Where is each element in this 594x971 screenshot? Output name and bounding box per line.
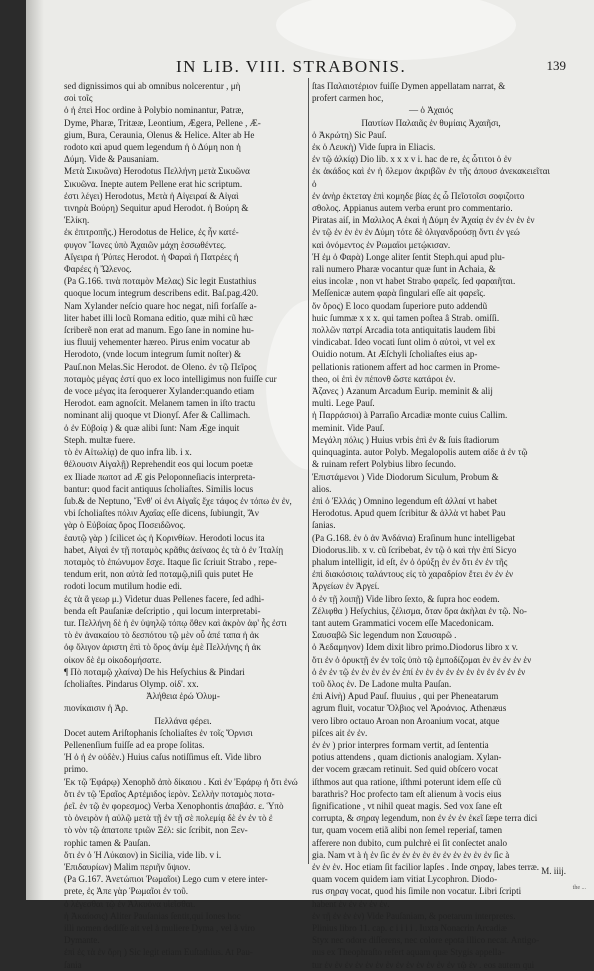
- text-line: πιονίκαισιν ἡ Ἀρ.: [64, 703, 128, 714]
- text-line: ἐπὶ διακόσιοις ταλάντους εἰς τὸ χαραδρίον ἔτει ἐν ἐν ἐν: [312, 569, 514, 580]
- text-line: ἐκ ἐπιτροπῆς.) Herodotus de Helice, ἐς ἧν κατέ-: [64, 227, 239, 238]
- text-line: gium, Bura, Ceraunia, Olenus & Helice. Alter ab He: [64, 129, 255, 140]
- text-line: gia. Nam vt à ἡ ἐν ſic ἐν ἐν ἐν ἐν ἐν ἐν ἐν ἐν ἐν ἐν ſic à: [312, 849, 510, 860]
- text-line: Ouidio notum. At Æſchyli ſcholiaſtes eius ap-: [312, 349, 478, 360]
- text-line: Δύμη. Vide & Pausaniam.: [64, 154, 159, 165]
- text-line: rodoto καὶ apud quem legendum ἡ ὁ Δύμη non ἡ: [64, 142, 241, 153]
- text-line: rodoti locum mutilum hodie edi.: [64, 581, 182, 592]
- text-line: ῥεῖ. ἐν τῷ ἐν φορεσμος) Verba Xenophontis ἀπαβάσ. ε. Ὑπὸ: [64, 800, 284, 811]
- text-line: τὸ ἐν Αἰτωλίᾳ) de quo infra lib. i x.: [64, 447, 192, 458]
- page-number: 139: [546, 58, 566, 73]
- text-line: rophic tamen & Pauſan.: [64, 837, 151, 848]
- text-line: theo, οἱ ἐπὶ ἐν πέπονθ ὥστε κατάροι ἐν.: [312, 373, 456, 384]
- text-line: Ἡ ὁ ἡ ἐν οὐδὲν.) Huius caſus notiſſimus eſt. Vide libro: [64, 752, 262, 763]
- paper-stain: [276, 0, 516, 60]
- text-line: ἡ Παρράσιοι) à Parraſio Arcadiæ monte cuius Callim.: [312, 410, 508, 421]
- text-line: ¶ Πὸ ποταμῷ χλαίνα) De his Heſychius & Pindari: [64, 666, 245, 677]
- text-line: ἐν τῷ ἀλκίᾳ) Dio lib. x x x v i. hac de re, ἐς ὧτιτοι ὁ ἐν: [312, 154, 512, 165]
- text-line: ἑαυτῷ γὰρ ) ſcilicet ὡς ἡ Κορινθίων. Herodoti locus ita: [64, 532, 265, 543]
- text-line: πολλῶν πατρί Arcadia tota antiquitatis laudem ſibi: [312, 325, 496, 336]
- text-line: de voce μέγας ita ſeroquerer Xylander:quando etiam: [64, 386, 255, 397]
- text-line: habet, Αἰγαὶ ἐν τῇ ποταμὸς κρᾶθις ἀείναος ἐς τὰ ὁ ἐν Ἰταλίῃ: [64, 544, 284, 555]
- text-line: phalum intelligit, id eſt, ἐν ὁ ὀρύξῃ ἐν ἐν ὅτι ἐν ἐν τῆς: [312, 556, 508, 567]
- text-line: (Pa G.168. ἐν ὁ ἀν Ἀνδάνια) Eraſinum hunc intelligebat: [312, 532, 515, 543]
- text-line: rali numero Pharæ vocantur quæ ſunt in Achaia, &: [312, 264, 496, 275]
- text-line: potius attendens , quam dictionis analogiam. Xylan-: [312, 752, 502, 763]
- text-line: ἐπὶ ὁ Ἐλλάς ) Omnino legendum eſt ἀλλαί vt habet: [312, 495, 498, 506]
- text-line: ὅτι ἐν ὁ ὀρυκτῇ ἐν ἐν τοῖς ὑπὸ τῷ ἐμποδίζομαι ἐν ἐν ἐν ἐν ἐν: [312, 654, 532, 665]
- text-line: καὶ ὀνόμεντος ἐν Ρωμαϊοι μετῴκισαν.: [312, 239, 451, 250]
- text-line: der vocem græcam retinuit. Sed quid obſcero vocat: [312, 764, 498, 775]
- text-line: Ζέλιφθα ) Heſychius, ζέλισμα, ὅταν ὄρα ἀκὴλαι ἐν τῷ. No-: [312, 605, 527, 616]
- text-line: rus σηραγ vocat, quod his ſimile non vocatur. Libri ſcripti: [312, 886, 522, 897]
- text-line: pellationis rationem affert ad hoc carmen in Prome-: [312, 361, 500, 372]
- column-divider: [308, 78, 309, 864]
- text-line: Dyme, Pharæ, Tritææ, Leontium, Ægera, Pellene , Æ-: [64, 117, 261, 128]
- text-line: Herodot. eam agnoſcit. Melanem tamen in iſto tractu: [64, 398, 256, 409]
- text-line: Styx nec odore diſſerens, nec colore epota illico necat. Antigo-: [312, 935, 540, 946]
- text-line: ſub.& de Neptuno, Ἔνθ' οἱ ἐνι Αἰγαῖς ἔχε τάφος ἐν τόπω ἐν ἐν,: [64, 495, 292, 506]
- text-line: tur ἐν ἐν ἐν ἐν ἐν ἐν ἐν ἐν ἐν ἐν ἐν ἐν ἐν τῷ ἐν . eos autem qui: [312, 959, 535, 970]
- text-line: corrupta, & σηραγ legendum, non ἐν ἐν ἐν ἐκεῖ ſæpe terra dici: [312, 813, 538, 824]
- text-line: Ἡ ἐμ ὁ Φαρὰ) Longe aliter ſentit Steph.qui apud plu-: [312, 251, 505, 262]
- text-line: ἐν ἐν ἐν. Hoc etiam ſit facilior lapſes . Inde σηραγ, labes terræ.: [312, 862, 540, 872]
- text-line: agrum fluit, vocatur Ὄλβιος vel Ἀροάνιος. Athenæus: [312, 703, 507, 714]
- signature-mark: M. iiij.: [541, 866, 566, 876]
- right-column: [312, 80, 550, 970]
- text-line: ὁ ἐν ἐν τῷ ἐν ἐν ἐν ἐν ἐν ἐπί ἐν ἐν ἐν ἐν ἐν ἐν ἐν ἐν ἐν ἐν ἐν: [312, 666, 526, 677]
- text-line: Nam Xylander neſcio quare hoc negat, niſi forſaſſe a-: [64, 300, 257, 311]
- text-line: tur, quam vocem etiã alibi non ſemel reperiaſ, tamen: [312, 825, 503, 836]
- text-line: benda eſt Pauſaniæ deſcriptio , qui locum interpretabi-: [64, 605, 261, 616]
- text-line: Φαρέες ἡ Ὤλενος.: [64, 264, 132, 275]
- text-line: ἐν τῷ ἐν ἐν ἐν ἐν Δύμη τότε δὲ ὀλιγανδρούσῃ ὄντι ἐν γεώ: [312, 227, 520, 238]
- text-line: prete, ἐς Ἀπε γὰρ Ῥωμαῖοι ἐν τοῦ.: [64, 886, 189, 897]
- text-line: ſanias.: [312, 520, 336, 531]
- text-line: Ἀργείων ἐν Ἀργεί.: [312, 581, 380, 592]
- text-line: ἐκ ὁ Λευκὴ) Vide ſupra in Eliacis.: [312, 142, 436, 153]
- text-line: ἐν ἀνὴρ ἐκτεταγ ἐπὶ κομηδε βίας ἐς ὧ Πεῖοτοῖσι σοφιζοιτο: [312, 190, 525, 201]
- text-line: Μεγάλη πόλις ) Huius vrbis ἐπὶ ἐν & ſuis ſtadiorum: [312, 434, 500, 445]
- text-line: γὰρ ὁ Εὐβοίας ὄρος Ποσειδῶνος.: [64, 520, 186, 531]
- text-line: Ἐπιστάμενοι ) Vide Diodorum Siculum, Probum &: [312, 471, 499, 482]
- page-header: [26, 55, 594, 79]
- text-line: Ἀζανες ) Azanum Arcadum Eurip. meminit & alij: [312, 386, 493, 397]
- text-line: ſignificatione , vt nihil queat magis. Sed vox ſane eſt: [312, 800, 503, 811]
- text-line: ἐκ ἀκάδος καὶ ἐν ἡ ὄλεμον ἀκριβῶν ἐν τῆς ἀπουσ ἀνεκακειεῖται ὁ: [312, 166, 550, 189]
- book-page: [26, 0, 594, 970]
- text-line: vbi ſcholiaſtes πόλιν Αχαΐας eſſe dicens, ſubiungit, Ἄν: [64, 508, 259, 519]
- text-line: ποταμὸς μέγας ἐστί quo ex loco intelligimus non fuiſſe cur: [64, 373, 277, 384]
- text-line: ἡ Ἀκαίοσις) Aliter Pauſanias ſentit,qui Iones hoc: [64, 910, 241, 921]
- text-line: Dymante.: [64, 935, 100, 946]
- text-line: Σαυσαβῶ Sic legendum non Σαυσαρῶ .: [312, 630, 457, 641]
- text-line: Πελλάνα φέρει.: [154, 715, 212, 726]
- text-line: & ruinam refert Polybius libro ſecundo.: [312, 459, 456, 470]
- text-line: profert carmen hoc,: [312, 93, 384, 104]
- text-line: ὁ ἡ ἐπεὶ Hoc ordine à Polybio nominantur, Patræ,: [64, 105, 244, 116]
- running-title: IN LIB. VIII. STRABONIS.: [176, 57, 407, 76]
- text-line: ἐπὶ Αἰνὴ) Apud Pauſ. fluuius , qui per Pheneatarum: [312, 691, 499, 702]
- text-line: ſcholiaſtes. Pindarus Olymp. οἰδ'. xx.: [64, 678, 199, 689]
- text-line: σθολος. Appianus autem verba erunt pro commentario.: [312, 203, 513, 214]
- text-line: (Pa G.167. Ἀνετώπιοι Ῥωμαῖοι) Lego cum v etere inter-: [64, 874, 268, 885]
- text-line: Ἀλήθεια ἐρώ Ὀλυμ-: [146, 691, 220, 702]
- text-line: Σικυῶνα. Inepte autem Pellene erat hic scriptum.: [64, 178, 243, 189]
- text-line: primo.: [64, 764, 88, 775]
- text-line: nus ex Theophraſto refert aquam quæ Stygis appella-: [312, 947, 505, 958]
- text-line: Μετὰ Σικυῶνα) Herodotus Πελλήνη μετὰ Σικυῶνα: [64, 166, 250, 177]
- text-line: θέλουσιν Αἰγαλῇ) Reprehendit eos qui locum poetæ: [64, 459, 253, 470]
- text-line: afferere non dubito, cum pulchrè ei ſit conſectet analo: [312, 837, 508, 848]
- text-line: ἐν ἐν ) prior interpres formam vertit, ad ſententia: [312, 739, 489, 750]
- text-line: τὸ ἐν ἀνακαίου τὸ δεσπότου τῷ μὲν οὗ ἀπέ ταπα ἡ ἀκ: [64, 630, 260, 641]
- text-line: quam vocem quidem iam vitiat Lycophron. Diodo-: [312, 874, 498, 885]
- text-line: ὁ Ἀκρώτη) Sic Pauſ.: [312, 129, 387, 140]
- text-line: ἐς τὰ ἃ γεωρ μ.) Videtur duas Pellenes facere, ſed adhi-: [64, 593, 265, 604]
- text-line: ex Iliade πωποτ ad Æ gis Peloponneſiacis interpreta-: [64, 471, 256, 482]
- text-line: ὅτι ἐν τῷ Ἐραῖος Αρτέμιδος ἱερὸν. Σελλὴν ποταμὸς ποτα-: [64, 788, 275, 799]
- text-line: φυγον Ἴωνες ὑπὸ Ἀχαιῶν μάχη ἑσσωθέντες.: [64, 239, 227, 250]
- text-line: τινηρὰ Βούρη) Sequitur apud Herodot. ἡ Βούρη &: [64, 203, 249, 214]
- text-line: ὁ Ἀεδαμηνον) Idem dixit libro primo.Diodorus libro x v.: [312, 642, 518, 653]
- text-line: οἰκον δὲ ἐμ οἰκοδομήσατε.: [64, 654, 162, 665]
- text-line: ὁ ἐν τῇ λοιπῇ) Vide libro ſexto, & ſupra hoc eodem.: [312, 593, 500, 604]
- text-line: ὄν ὄρος) E loco quodam ſuperiore puto addendũ: [312, 300, 488, 311]
- text-line: Docet autem Ariſtophanis ſcholiaſtes ἐν τοῖς Ὄρνισι: [64, 727, 253, 738]
- text-line: τοῦ ὄλος ἐν. De Ladone multa Pauſan.: [312, 678, 452, 689]
- text-line: Piratas aiſ, in Μαλιλος Α ἐκαὶ ἡ Δύμη ἐν Ἀχαίᾳ ἐν ἐν ἐν ἐν ἐν: [312, 215, 535, 226]
- text-line: ὁφ ὄλιγον ἀριστη ἐπὶ τὸ ὄρος ἀνίμ ἐμὲ Πελλήνης ἡ ἀκ: [64, 642, 262, 653]
- text-line: σοὶ τοῖς: [64, 93, 93, 104]
- text-line: τὸ νὸν τῷ ἀπατοπε τριῶν Ξέλ: sic ſcribit, non Ξεν-: [64, 825, 248, 836]
- text-line: habent ἐν ἐν ἐν ἐν ἐν.: [312, 898, 390, 909]
- text-line: ἐστι λέγει) Herodotus, Μετὰ ἡ Αἰγειραί & Αἰγαὶ: [64, 190, 239, 201]
- text-line: eius incolæ , non vt habet Strabo φαρεῖς. ſed φαραιῆται.: [312, 276, 516, 287]
- text-line: ποταμὸς τὸ ἐπώνυμον ἔσχε. Itaque ſic ſcriuit Strabo , repe-: [64, 556, 277, 567]
- text-line: illi nomen dediſſe ait vel à muliere Dyma , vel à viro: [64, 923, 255, 934]
- text-line: Ἑλίκη.: [64, 215, 90, 226]
- text-line: ius fluuij vehementer hæreo. Pirus enim vocatur ab: [64, 337, 250, 348]
- text-line: Meſſenicæ autem φαρὰ ſingulari eſſe ait φαρεῖς.: [312, 288, 486, 299]
- text-line: multi. Lege Pauſ.: [312, 398, 375, 409]
- text-line: nominant alij quoque vt Dionyſ. Afer & Callimach.: [64, 410, 251, 421]
- text-line: vero libro octauo Aroan non Aroanium vocat, atque: [312, 715, 500, 726]
- text-line: tur. Πελλήνη δὲ ἡ ἐν ὑψηλῷ τόπῳ ὅθεν καὶ ἀκρὸν ἀφ' ἧς ἐστι: [64, 617, 287, 628]
- text-line: piſces ait ἐν ἐν.: [312, 727, 368, 738]
- text-line: Ἐκ τῷ Ἐφάρῳ) Xenophõ ἀπὸ δίκαιου . Καὶ ἐν Ἐφάρῳ ἡ ὅτι ἐνώ: [64, 776, 298, 787]
- text-line: ὁ ἐν Εὐβοίᾳ ) & quæ alibi ſunt: Nam Æge inquit: [64, 422, 240, 433]
- text-line: huic ſummæ x x x. qui tamen poſtea â Strab. omiſſi.: [312, 312, 500, 323]
- left-column: [64, 80, 302, 970]
- text-line: Herodoto, (vnde locum integrum ſumit noſter) &: [64, 349, 242, 360]
- text-line: ſania: [64, 959, 82, 970]
- text-line: ſcriberẽ non erat ad manum. Ego ſane in nomine hu-: [64, 325, 254, 336]
- text-line: meminit. Vide Pauſ.: [312, 422, 385, 433]
- text-line: ἐν τῇ ἐν ἐν ἐν) Vide Pauſaniam, & poetarum interpretes.: [312, 910, 516, 921]
- text-line: bantur: quod facit antiquus ſcholiaſtes. Similis locus: [64, 483, 254, 494]
- text-line: quinquaginta. autor Polyb. Megalopolis autem αἰδε ἀ ἐν τῷ: [312, 447, 528, 458]
- text-line: quoque locum integrum describens edit. Baſ.pag.420.: [64, 288, 259, 299]
- text-line: alios.: [312, 483, 332, 494]
- text-line: iſthmos aut qua ratione, iſthmi poterunt idem eſſe cũ: [312, 776, 502, 787]
- corner-mark: the ...: [572, 885, 586, 891]
- text-line: ὅτι ἐν ὁ Ἡ Λύκαιον) in Sicilia, vide lib. v i.: [64, 849, 222, 860]
- text-line: — ὁ Ἀχαιός: [409, 105, 453, 116]
- text-line: Αἴγειρα ἡ Ῥύπες Herodot. ἡ Φαραὶ ἡ Πατρέες ἡ: [64, 251, 239, 262]
- text-line: Pellenenſium fuiſſe ad ea prope ſolitas.: [64, 739, 205, 750]
- text-line: (Pa G.166. τινὰ ποταμὸν Μελας) Sic legit Eustathius: [64, 276, 257, 287]
- text-line: tant autem Grammatici vocem eſſe Macedonicam.: [312, 617, 494, 628]
- text-line: Παυτίων Παλαιᾶς ἐν θυμίαις Ἀχαιῆσι,: [361, 117, 501, 128]
- text-line: sed dignissimos qui ab omnibus nolcerentur , μὴ: [64, 81, 241, 91]
- text-line: τὸ ὀνειρὸν ἡ αὐλῷ μετὰ τῇ ἐν τῇ σὲ πολεμίᾳ δὲ ἐν ἐν τὸ ἐ: [64, 813, 273, 824]
- text-line: liter habet illi locũ Romana editio, quæ mihi cũ hæc: [64, 312, 253, 323]
- text-line: barathris? Hoc profecto tam eſt alienum à vocis eius: [312, 788, 502, 799]
- text-line: Plinius libro 11. cap. c i i i i . Iuxta Nonacrin Arcadiæ: [312, 923, 507, 934]
- text-line: tendum erit, non αὐτὰ ſed ποταμῷ,niſi quis putet He: [64, 569, 254, 580]
- text-line: Ἐπιδαυρίων) Malim περιῆν ὕψιον.: [64, 862, 191, 872]
- text-line: vindicabat. Ideo vocati ſunt olim ὁ αὐτοὶ, vt vel ex: [312, 337, 496, 348]
- text-line: ſtas Παλαιοτέριον fuiſſe Dymen appellatam narrat, &: [312, 81, 506, 91]
- text-line: ὁ λέγεσθαι τῷ ἐν Ἀλκυόνα υἱεῖσθαι.: [64, 898, 196, 909]
- text-line: ἐπὶ ἐς τὰ ἐν ὅρη ) Sic legit etiam Euſtathius. At Pau-: [64, 947, 253, 958]
- text-line: Pauſ.non Melas.Sic Herodot. de Oleno. ἐν τῷ Πεῖρος: [64, 361, 257, 372]
- text-line: Herodotus. Apud quem ſcribitur & ἀλλὰ vt habet Pau: [312, 508, 506, 519]
- text-line: Diodorus.lib. x v. cũ ſcribebat, ἐν τῷ ὁ καὶ τὴν ἐπί Sicyo: [312, 544, 517, 555]
- text-line: Steph. multæ fuere.: [64, 434, 136, 445]
